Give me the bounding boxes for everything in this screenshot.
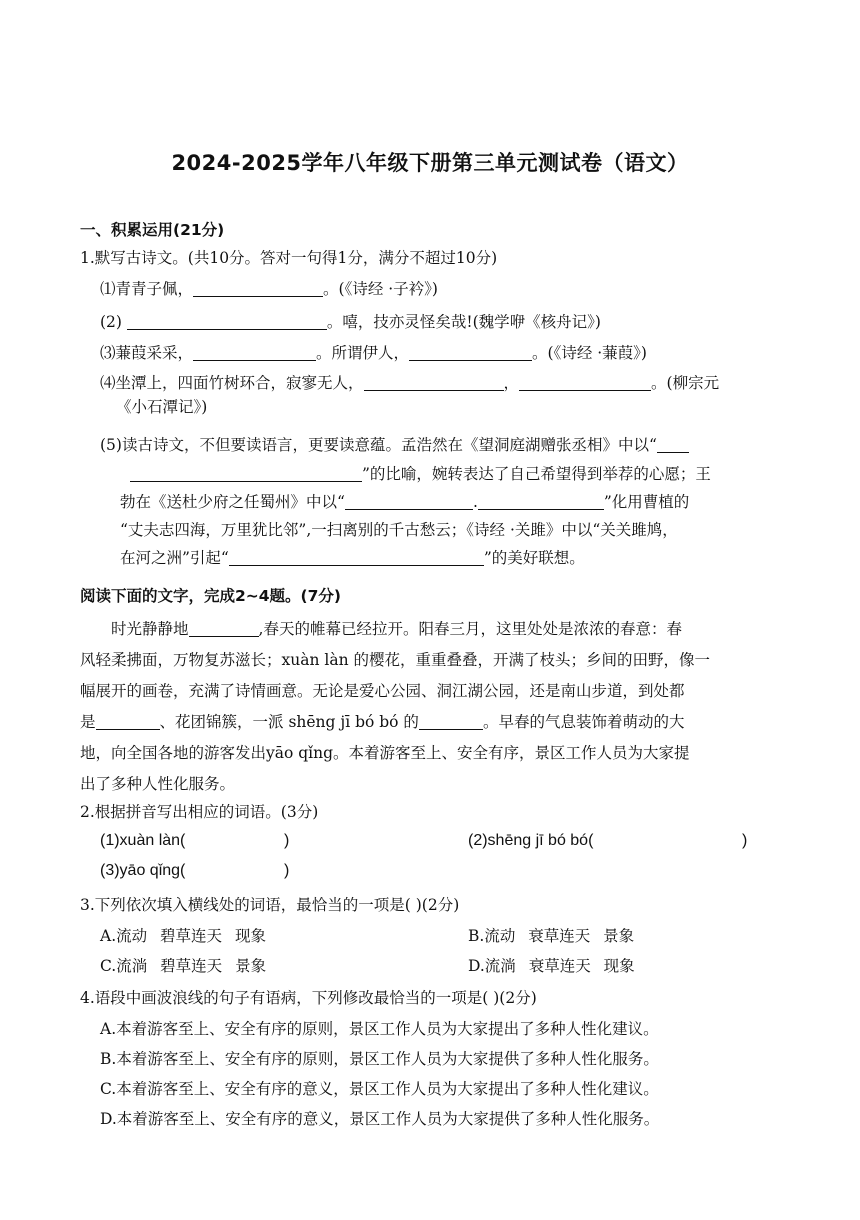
answer-blank[interactable] (130, 465, 362, 482)
q4-option-c[interactable]: C.本着游客至上、安全有序的意义，景区工作人员为大家提出了多种人性化建议。 (100, 1080, 659, 1098)
q1-1-text-a: ⑴青青子佩， (100, 280, 194, 298)
answer-blank[interactable] (193, 344, 316, 361)
q1-4-text-b: ， (503, 374, 520, 392)
q4-option-b[interactable]: B.本着游客至上、安全有序的原则，景区工作人员为大家提供了多种人性化服务。 (100, 1050, 659, 1068)
q4-option-a[interactable]: A.本着游客至上、安全有序的原则，景区工作人员为大家提出了多种人性化建议。 (100, 1020, 659, 1038)
passage-text: ,春天的帷幕已经拉开。阳春三月，这里处处是浓浓的春意：春 (258, 620, 682, 638)
q1-5-text: 在河之洲”引起“ (120, 549, 229, 567)
question-1-4 (100, 372, 719, 394)
question-1-5-line-2 (130, 463, 711, 485)
answer-blank[interactable] (419, 713, 483, 730)
q3-option-a[interactable]: A.流动 碧草连天 现象 (100, 927, 266, 945)
question-1-5-line-3 (120, 491, 689, 513)
q1-4-text-a: ⑷坐潭上，四面竹树环合，寂寥无人， (100, 374, 364, 392)
answer-blank[interactable] (345, 493, 473, 510)
question-3-stem: 3.下列依次填入横线处的词语，最恰当的一项是( )(2分) (80, 896, 460, 914)
answer-blank[interactable] (96, 713, 160, 730)
reading-heading: 阅读下面的文字，完成2~4题。(7分) (80, 587, 342, 605)
question-1-4-source: 《小石潭记》) (116, 398, 208, 416)
q1-3-text-b: 。所谓伊人， (316, 344, 410, 362)
q1-5-text: ”的比喻，婉转表达了自己希望得到举荐的心愿；王 (362, 465, 711, 483)
question-4-stem: 4.语段中画波浪线的句子有语病，下列修改最恰当的一项是( )(2分) (80, 989, 537, 1007)
question-1-5-line-4: “丈夫志四海，万里犹比邻”,一扫离别的千古愁云；《诗经 ·关雎》中以“关关雎鸠， (120, 521, 678, 539)
answer-blank[interactable] (193, 280, 323, 297)
answer-blank[interactable] (519, 374, 651, 391)
answer-blank[interactable] (478, 493, 604, 510)
page-title: 2024-2025学年八年级下册第三单元测试卷（语文） (171, 151, 689, 175)
answer-blank[interactable] (229, 549, 484, 566)
question-1-1 (100, 278, 438, 300)
answer-blank[interactable] (127, 313, 327, 330)
passage-line (80, 614, 780, 645)
q4-option-d[interactable]: D.本着游客至上、安全有序的意义，景区工作人员为大家提供了多种人性化服务。 (100, 1110, 660, 1128)
question-1-2 (100, 311, 601, 333)
q3-option-c[interactable]: C.流淌 碧草连天 景象 (100, 957, 267, 975)
passage-line: 出了多种人性化服务。 (80, 775, 236, 793)
question-1-3 (100, 342, 647, 364)
q1-2-text-b: 。嘻，技亦灵怪矣哉!(魏学咿《核舟记》) (326, 313, 601, 331)
q3-option-b[interactable]: B.流动 衰草连天 景象 (468, 927, 635, 945)
pinyin-prompt: (1)xuàn làn( (100, 832, 186, 849)
passage-text: 。早春的气息装饰着萌动的大 (482, 713, 685, 731)
passage-line: 幅展开的画卷，充满了诗情画意。无论是爱心公园、洞江湖公园，还是南山步道，到处都 (80, 682, 685, 700)
q1-5-text: 勃在《送杜少府之任蜀州》中以“ (120, 493, 345, 511)
question-2-item-1 (100, 830, 185, 852)
passage-line: 风轻柔拂面，万物复苏滋长；xuàn làn 的樱花，重重叠叠，开满了枝头；乡间的田野，像一 (80, 651, 710, 669)
q3-option-d[interactable]: D.流淌 衰草连天 现象 (468, 957, 635, 975)
answer-blank[interactable] (364, 374, 504, 391)
question-1-5-line-5 (120, 547, 585, 569)
q1-2-text-a: (2) (100, 313, 122, 331)
q1-3-text-c: 。(《诗经 ·蒹葭》) (532, 344, 647, 362)
question-2-item-2-close: ) (742, 832, 748, 849)
q1-5-text: (5)读古诗文，不但要读语言，更要读意蕴。孟浩然在《望洞庭湖赠张丞相》中以“ (100, 436, 657, 454)
question-2-stem: 2.根据拼音写出相应的词语。(3分) (80, 803, 319, 821)
passage-text: 时光静静地 (111, 620, 189, 638)
q1-1-text-b: 。(《诗经 ·子衿》) (323, 280, 438, 298)
question-2-item-3-close: ) (284, 862, 290, 879)
q1-5-text: . (472, 493, 478, 511)
answer-blank[interactable] (409, 344, 532, 361)
answer-blank[interactable] (189, 620, 259, 637)
answer-blank[interactable] (657, 436, 689, 453)
passage-line: 地，向全国各地的游客发出yāo qǐng。本着游客至上、安全有序，景区工作人员为大家提 (80, 744, 690, 762)
passage-line (80, 707, 780, 738)
question-2-item-2: (2)shēng jī bó bó( (468, 832, 594, 849)
reading-passage (80, 614, 780, 800)
q1-5-text: ”的美好联想。 (483, 549, 585, 567)
q1-3-text-a: ⑶蒹葭采采， (100, 344, 194, 362)
question-2-item-1-close: ) (284, 832, 290, 849)
passage-text: 是 (80, 713, 96, 731)
q1-5-text: ”化用曹植的 (603, 493, 690, 511)
question-1-stem: 1.默写古诗文。(共10分。答对一句得1分，满分不超过10分) (80, 249, 498, 267)
passage-text: 、花团锦簇，一派 shēng jī bó bó 的 (159, 713, 419, 731)
section-heading: 一、积累运用(21分) (80, 221, 225, 239)
q1-4-text-c: 。(柳宗元 (651, 374, 720, 392)
question-1-5-line-1 (100, 434, 689, 456)
question-2-item-3: (3)yāo qǐng( (100, 862, 186, 879)
